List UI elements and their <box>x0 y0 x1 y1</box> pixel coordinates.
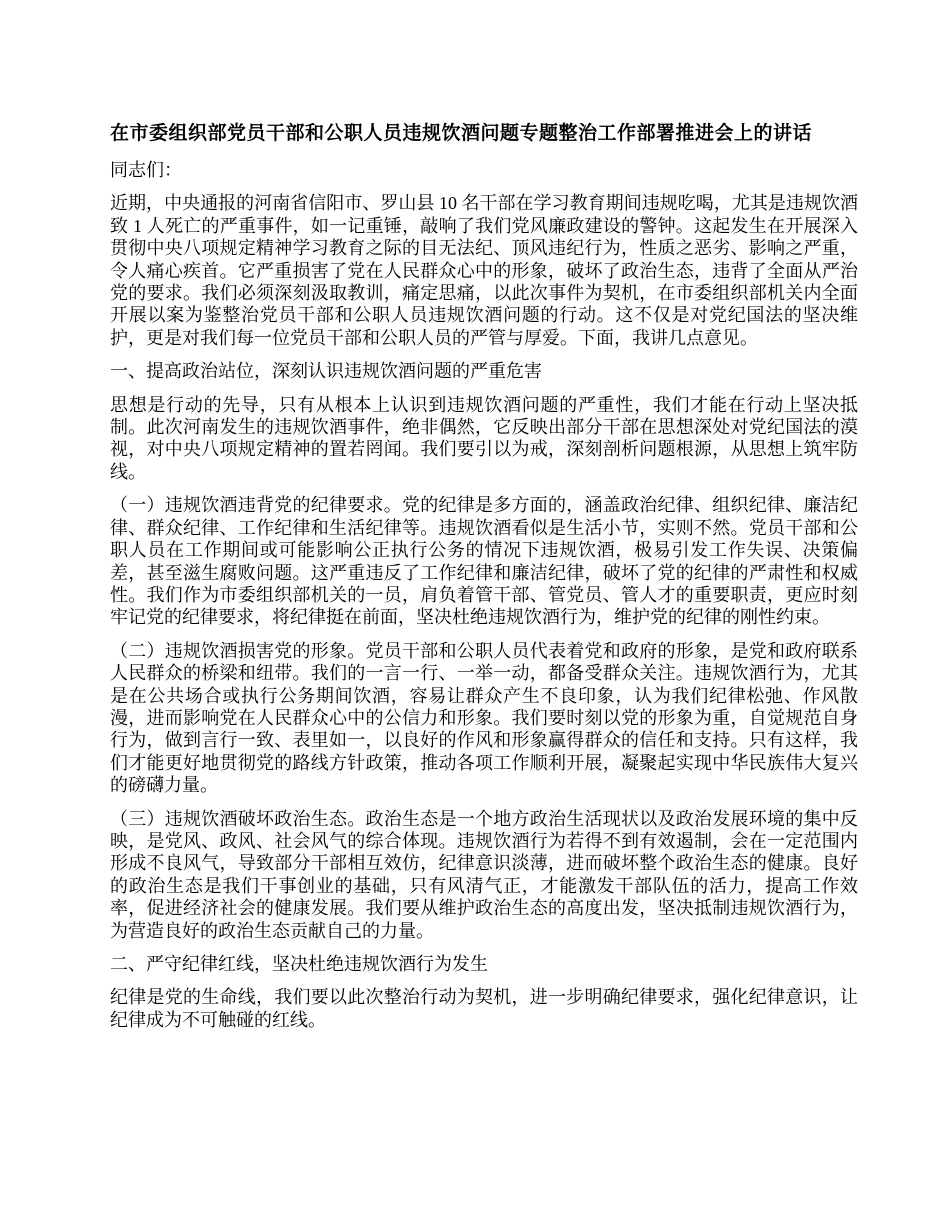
section-2-lead-paragraph: 纪律是党的生命线，我们要以此次整治行动为契机，进一步明确纪律要求，强化纪律意识，让纪律成为不可触碰的红线。 <box>110 987 858 1030</box>
section-1-point-1-paragraph: （一）违规饮酒违背党的纪律要求。党的纪律是多方面的，涵盖政治纪律、组织纪律、廉洁纪律、群众纪律、工作纪律和生活纪律等。违规饮酒看似是生活小节，实则不然。党员干部和公职人员在工作期间或可能影响公正执行公务的情况下违规饮酒，极易引发工作失误、决策偏差，甚至滋生腐败问题。这严重违反了工作纪律和廉洁纪律，破坏了党的纪律的严肃性和权威性。我们作为市委组织部机关的一员，肩负着管干部、管党员、管人才的重要职责，更应时刻牢记党的纪律要求，将纪律挺在前面，坚决杜绝违规饮酒行为，维护党的纪律的刚性约束。 <box>110 495 858 628</box>
section-2-heading: 二、严守纪律红线，坚决杜绝违规饮酒行为发生 <box>110 954 488 974</box>
section-1-lead-paragraph: 思想是行动的先导，只有从根本上认识到违规饮酒问题的严重性，我们才能在行动上坚决抵制。此次河南发生的违规饮酒事件，绝非偶然，它反映出部分干部在思想深处对党纪国法的漠视，对中央八项规定精神的置若罔闻。我们要引以为戒，深刻剖析问题根源，从思想上筑牢防线。 <box>110 394 858 482</box>
section-1-point-2-paragraph: （二）违规饮酒损害党的形象。党员干部和公职人员代表着党和政府的形象，是党和政府联系人民群众的桥梁和纽带。我们的一言一行、一举一动，都备受群众关注。违规饮酒行为，尤其是在公共场合或执行公务期间饮酒，容易让群众产生不良印象，认为我们纪律松弛、作风散漫，进而影响党在人民群众心中的公信力和形象。我们要时刻以党的形象为重，自觉规范自身行为，做到言行一致、表里如一，以良好的作风和形象赢得群众的信任和支持。只有这样，我们才能更好地贯彻党的路线方针政策，推动各项工作顺利开展，凝聚起实现中华民族伟大复兴的磅礴力量。 <box>110 640 858 796</box>
intro-paragraph: 近期，中央通报的河南省信阳市、罗山县 10 名干部在学习教育期间违规吃喝，尤其是违规饮酒致 1 人死亡的严重事件，如一记重锤，敲响了我们党风廉政建设的警钟。这起发生在开展深入贯彻中央八项规定精神学习教育之际的目无法纪、顶风违纪行为，性质之恶劣、影响之严重，令人痛心疾首。它严重损害了党在人民群众心中的形象，破坏了政治生态，违背了全面从严治党的要求。我们必须深刻汲取教训，痛定思痛，以此次事件为契机，在市委组织部机关内全面开展以案为鉴整治党员干部和公职人员违规饮酒问题的行动。这不仅是对党纪国法的坚决维护，更是对我们每一位党员干部和公职人员的严管与厚爱。下面，我讲几点意见。 <box>110 193 858 348</box>
salutation: 同志们： <box>110 160 182 180</box>
section-1-heading: 一、提高政治站位，深刻认识违规饮酒问题的严重危害 <box>110 361 542 382</box>
document-title: 在市委组织部党员干部和公职人员违规饮酒问题专题整治工作部署推进会上的讲话 <box>110 123 813 144</box>
section-1-point-3-paragraph: （三）违规饮酒破坏政治生态。政治生态是一个地方政治生活现状以及政治发展环境的集中反映，是党风、政风、社会风气的综合体现。违规饮酒行为若得不到有效遏制，会在一定范围内形成不良风气，导致部分干部相互效仿，纪律意识淡薄，进而破坏整个政治生态的健康。良好的政治生态是我们干事创业的基础，只有风清气正，才能激发干部队伍的活力，提高工作效率，促进经济社会的健康发展。我们要从维护政治生态的高度出发，坚决抵制违规饮酒行为，为营造良好的政治生态贡献自己的力量。 <box>110 808 858 941</box>
